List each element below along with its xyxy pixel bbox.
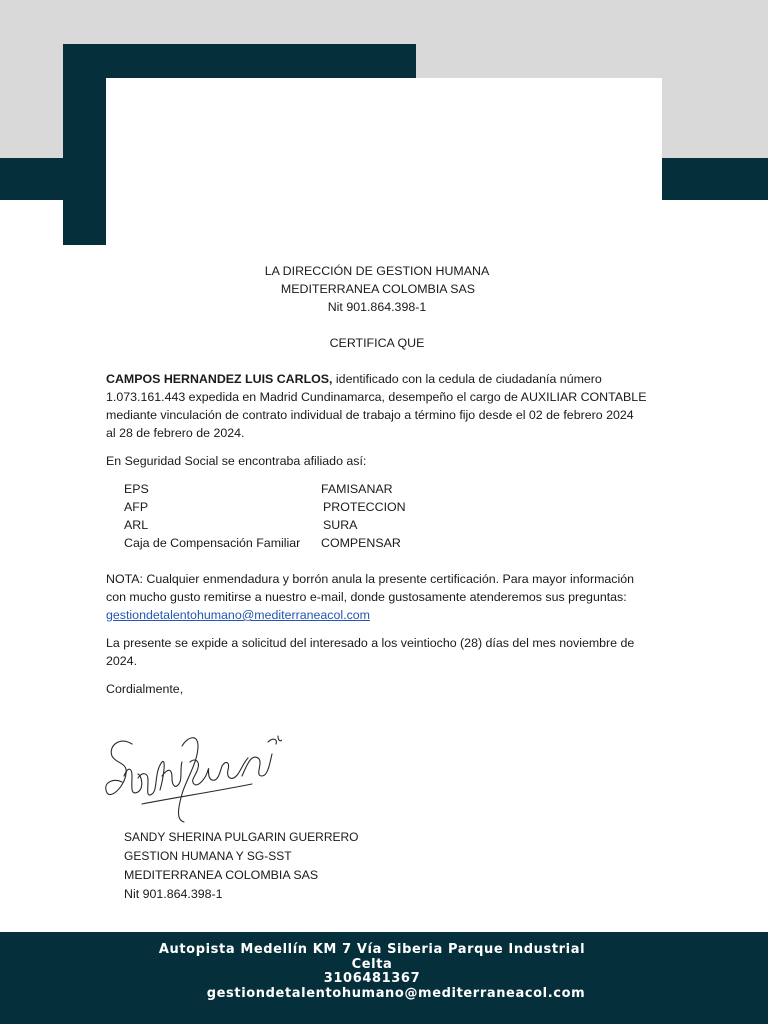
affiliation-value: PROTECCION (323, 500, 406, 514)
signature-image (102, 732, 282, 827)
contact-email-link[interactable]: gestiondetalentohumano@mediterraneacol.com (106, 608, 370, 622)
affiliation-name: ARL (124, 518, 149, 532)
paragraph-text: identificado con la cedula de ciudadanía número (332, 372, 602, 386)
affiliation-name: Caja de Compensación Familiar (124, 536, 301, 550)
footer-phone: 3106481367 (323, 971, 421, 986)
issued-text: 2024. (106, 654, 138, 668)
signer-block (124, 828, 359, 904)
affiliation-value: COMPENSAR (321, 536, 401, 550)
affiliation-row (106, 516, 662, 534)
certificate-body (106, 262, 662, 698)
issuer-company: MEDITERRANEA COLOMBIA SAS (280, 282, 476, 296)
paragraph-text: 1.073.161.443 expedida en Madrid Cundinamarca, desempeño el cargo de AUXILIAR CONTABLE (106, 390, 647, 404)
affiliation-name: AFP (124, 500, 149, 514)
footer-email: gestiondetalentohumano@mediterraneacol.com (206, 985, 586, 1001)
note-text: NOTA: Cualquier enmendadura y borrón anula la presente certificación. Para mayor información (106, 572, 635, 586)
note-paragraph (106, 570, 662, 624)
employee-name: CAMPOS HERNANDEZ LUIS CARLOS, (106, 372, 333, 386)
closing-text: Cordialmente, (106, 682, 184, 696)
affiliation-value: FAMISANAR (321, 482, 393, 496)
footer (0, 932, 768, 1024)
footer-address: Celta (351, 956, 393, 972)
issuer-heading (92, 262, 662, 316)
footer-address: Autopista Medellín KM 7 Vía Siberia Parque Industrial (158, 942, 586, 957)
signer-company: MEDITERRANEA COLOMBIA SAS (124, 868, 319, 882)
affiliation-value: SURA (323, 518, 358, 532)
issued-text: La presente se expide a solicitud del interesado a los veintiocho (28) días del mes noviembre de (106, 636, 635, 650)
employment-paragraph (106, 370, 662, 442)
certifica-heading: CERTIFICA QUE (329, 336, 425, 350)
paragraph-text: mediante vinculación de contrato individual de trabajo a término fijo desde el 02 de febrero 2024 (106, 408, 634, 422)
note-text: con mucho gusto remitirse a nuestro e-mail, donde gustosamente atenderemos sus preguntas: (106, 590, 627, 604)
affiliation-row (106, 498, 662, 516)
signer-nit: Nit 901.864.398-1 (124, 887, 223, 901)
signer-role: GESTION HUMANA Y SG-SST (124, 849, 292, 863)
paragraph-text: al 28 de febrero de 2024. (106, 426, 245, 440)
affiliation-list (106, 480, 662, 552)
affiliation-row (106, 480, 662, 498)
affiliation-row (106, 534, 662, 552)
issuer-title: LA DIRECCIÓN DE GESTION HUMANA (264, 264, 490, 278)
issuer-nit: Nit 901.864.398-1 (327, 300, 427, 314)
social-security-intro: En Seguridad Social se encontraba afiliado así: (106, 454, 367, 468)
signer-name: SANDY SHERINA PULGARIN GUERRERO (124, 830, 359, 844)
affiliation-name: EPS (124, 482, 149, 496)
issued-paragraph (106, 634, 662, 670)
